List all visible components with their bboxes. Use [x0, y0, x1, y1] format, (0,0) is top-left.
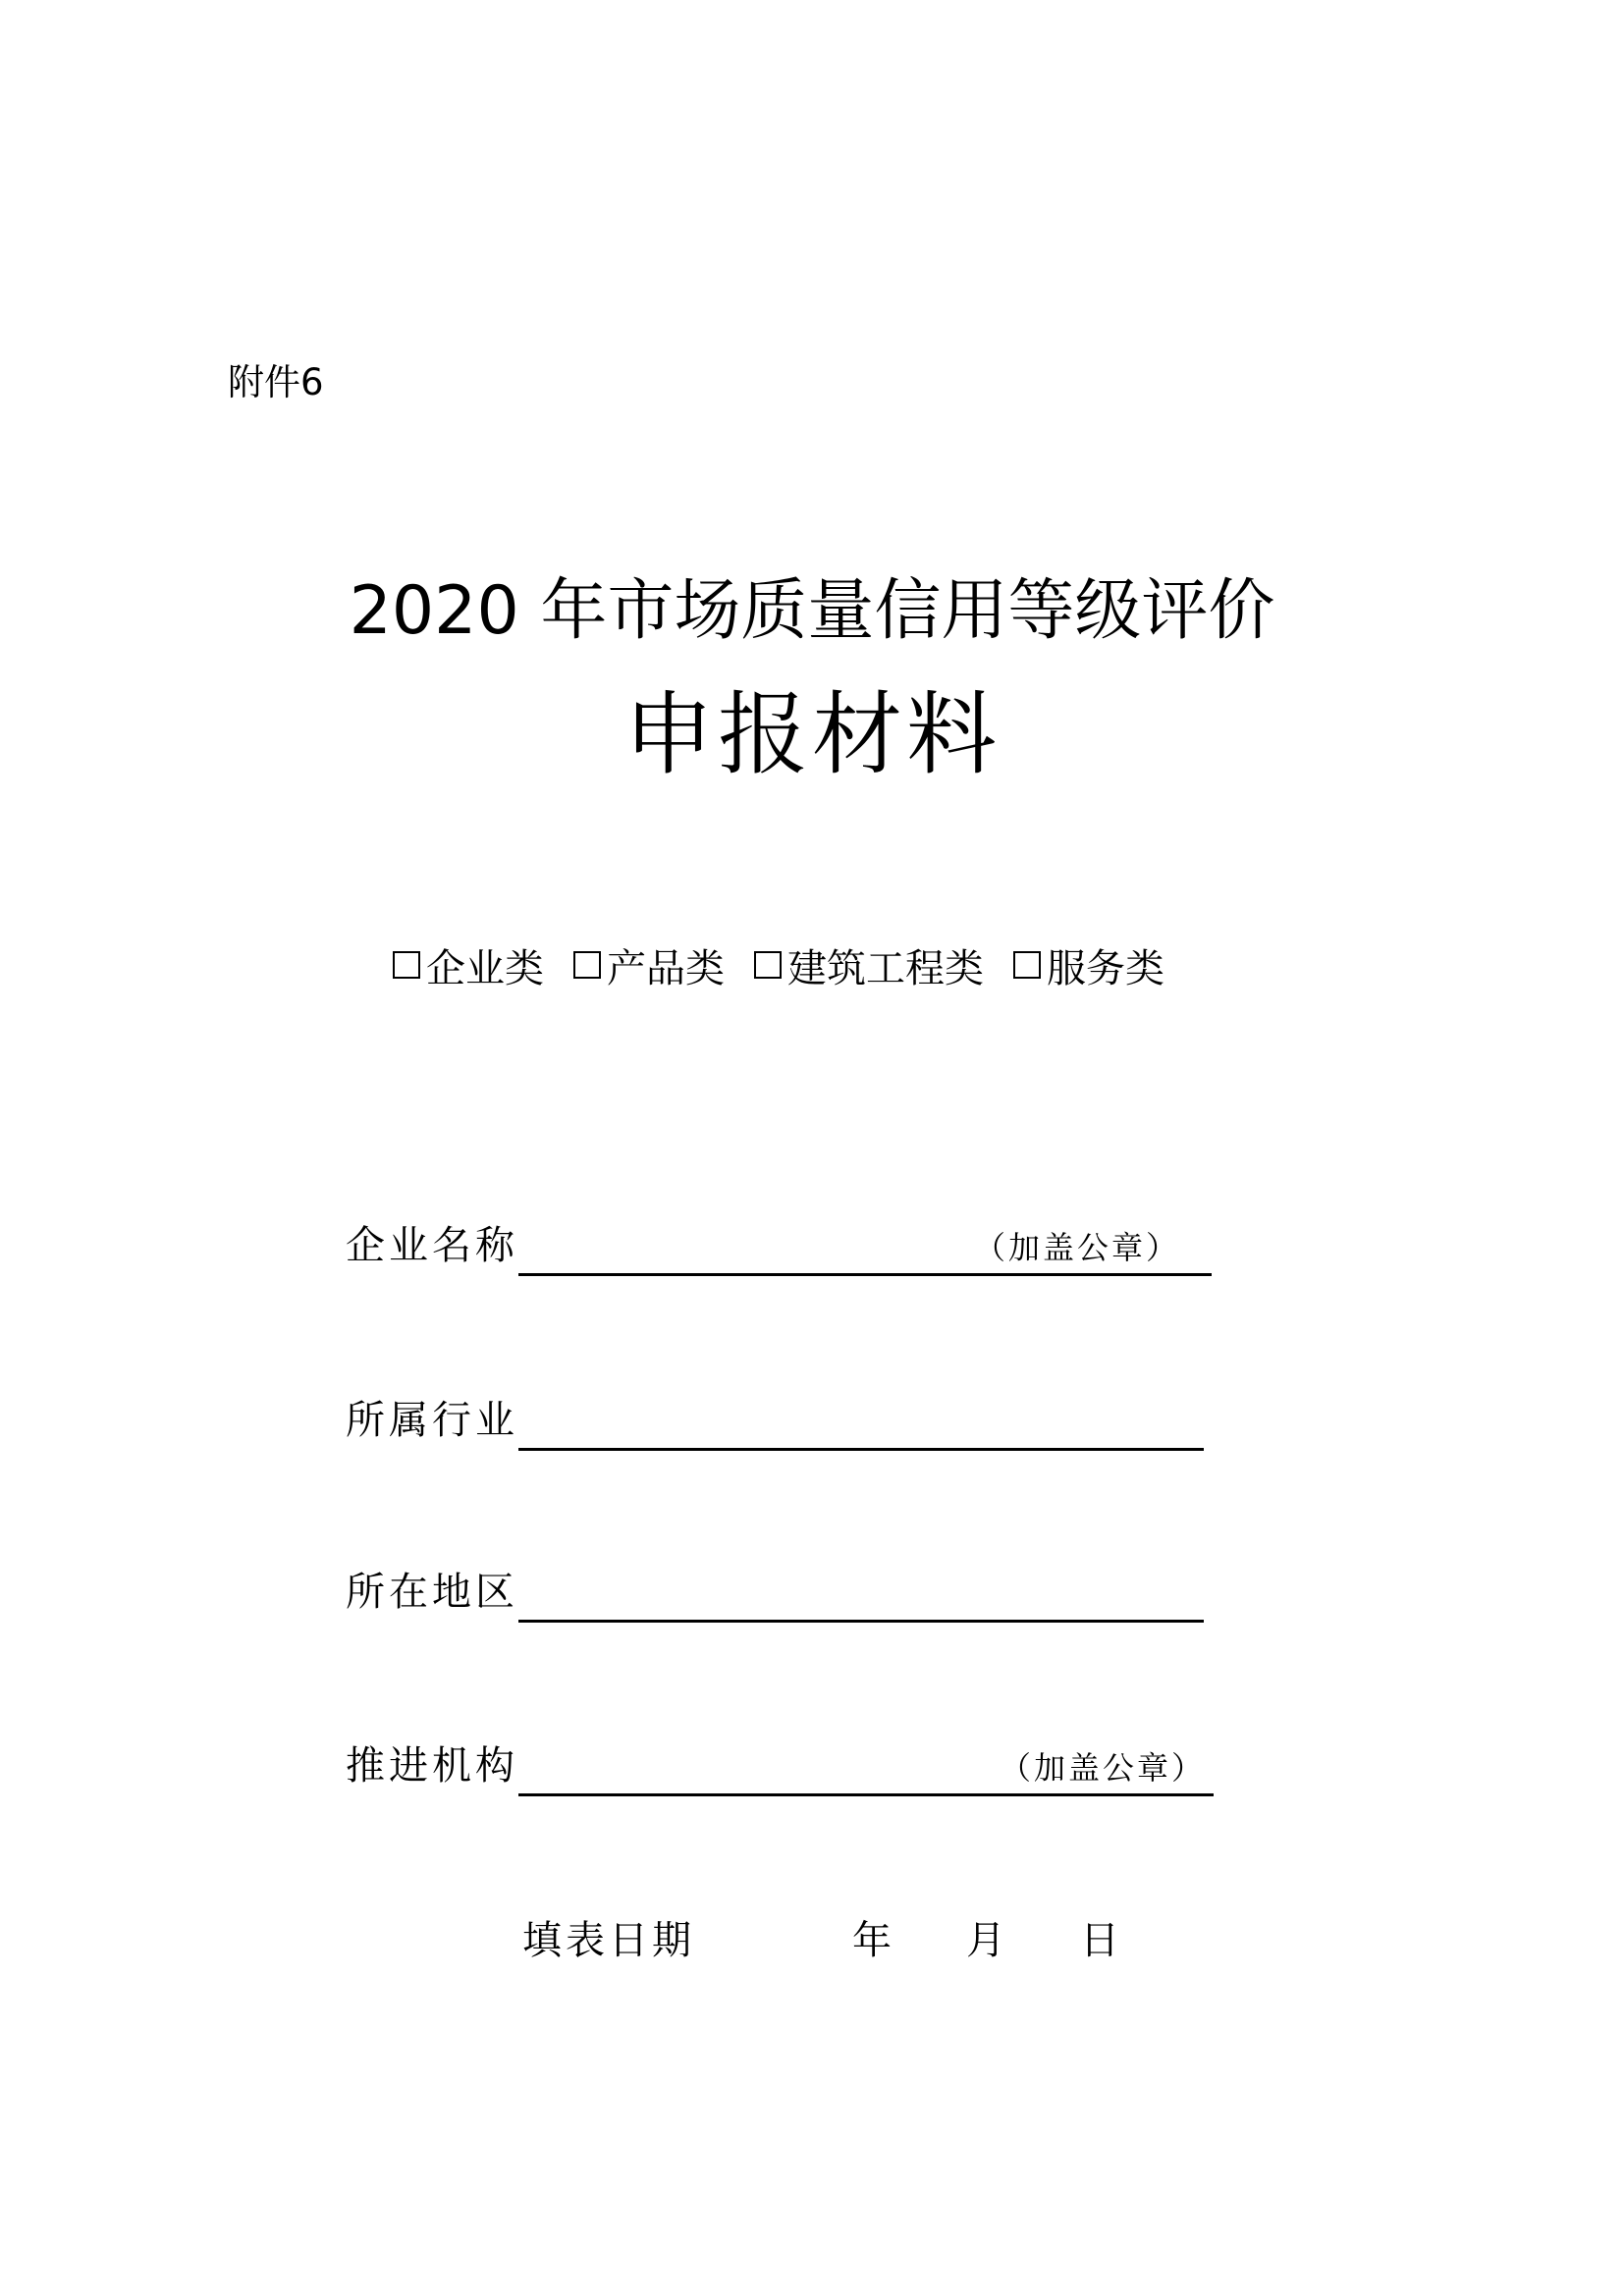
checkbox-icon[interactable] — [573, 951, 601, 979]
industry-label: 所属行业 — [346, 1398, 518, 1443]
industry-input-line[interactable] — [518, 1399, 1204, 1451]
category-options — [393, 937, 1194, 992]
region-label: 所在地区 — [346, 1570, 518, 1615]
region-input-line[interactable] — [518, 1571, 1204, 1623]
category-label: 服务类 — [1047, 945, 1164, 991]
checkbox-icon[interactable] — [1013, 951, 1041, 979]
date-year-label: 年 — [852, 1918, 892, 1963]
checkbox-icon[interactable] — [754, 951, 782, 979]
attachment-label: 附件6 — [228, 361, 324, 403]
title-line-1: 2020 年市场质量信用等级评价 — [349, 572, 1275, 650]
date-month-label: 月 — [966, 1918, 1005, 1963]
promoting-org-seal-note: （加盖公章） — [1000, 1749, 1207, 1787]
company-seal-note: （加盖公章） — [974, 1229, 1181, 1266]
category-construction[interactable] — [754, 937, 984, 993]
category-label: 建筑工程类 — [787, 945, 984, 991]
fill-date-label: 填表日期 — [522, 1918, 695, 1963]
checkbox-icon[interactable] — [393, 951, 420, 979]
date-day-label: 日 — [1080, 1918, 1119, 1963]
category-enterprise[interactable] — [393, 937, 544, 993]
fill-date — [0, 1909, 1624, 1964]
category-service[interactable] — [1013, 937, 1164, 993]
category-label: 企业类 — [426, 945, 544, 991]
promoting-org-label: 推进机构 — [346, 1743, 518, 1789]
category-product[interactable] — [573, 937, 725, 993]
category-label: 产品类 — [607, 945, 725, 991]
company-name-label: 企业名称 — [346, 1223, 518, 1268]
title-line-2: 申报材料 — [623, 682, 1001, 787]
